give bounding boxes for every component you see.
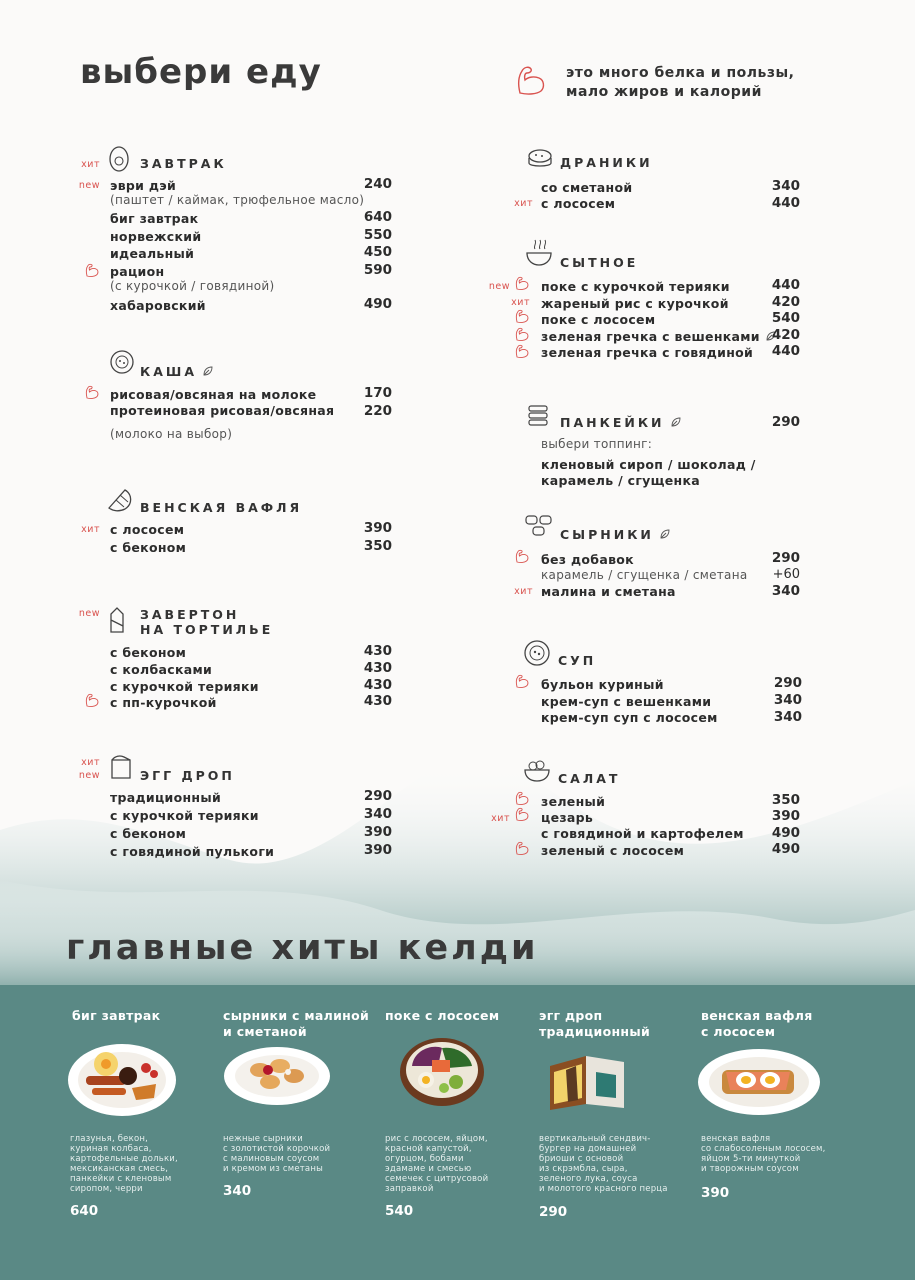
- menu-price: 430: [363, 677, 392, 693]
- hit-tag: хит: [514, 586, 533, 597]
- extra-price: +60: [772, 567, 800, 582]
- bicep-icon: [514, 673, 530, 689]
- menu-item: зеленая гречка с говядиной: [541, 345, 754, 360]
- menu-price: 440: [771, 343, 800, 359]
- syrniki-plate-image: [222, 1044, 332, 1106]
- menu-price: 290: [363, 788, 392, 804]
- menu-item: рацион: [110, 264, 165, 279]
- menu-item: с курочкой терияки: [110, 679, 259, 694]
- note-line-2: мало жиров и калорий: [566, 84, 762, 100]
- waffle-icon: [107, 488, 133, 512]
- section-title-syrniki: СЫРНИКИ: [560, 527, 670, 542]
- hit-card-title: сырники с малиной и сметаной: [223, 1008, 370, 1039]
- menu-price: 290: [771, 550, 800, 566]
- menu-item: бульон куриный: [541, 677, 664, 692]
- section-title-eggdrop: ЭГГ ДРОП: [140, 768, 235, 783]
- menu-item: со сметаной: [541, 180, 633, 195]
- item-note: карамель / сгущенка / сметана: [541, 568, 748, 582]
- topping-options: кленовый сироп / шоколад /: [541, 457, 756, 472]
- menu-item: рисовая/овсяная на молоке: [110, 387, 317, 402]
- section-title-salad: САЛАТ: [558, 771, 621, 786]
- section-title-draniki: ДРАНИКИ: [560, 155, 653, 170]
- new-tag: new: [78, 180, 100, 191]
- hit-tag: хит: [81, 524, 100, 535]
- section-title-waffle: ВЕНСКАЯ ВАФЛЯ: [140, 500, 303, 515]
- hit-card-title: эгг дроп традиционный: [539, 1008, 651, 1039]
- menu-item: с беконом: [110, 826, 187, 841]
- menu-item: зеленая гречка с вешенками: [541, 329, 776, 344]
- new-tag: new: [78, 770, 100, 781]
- menu-item: цезарь: [541, 810, 594, 825]
- hit-card-price: 640: [70, 1203, 99, 1219]
- menu-item: биг завтрак: [110, 211, 199, 226]
- hit-card-price: 540: [385, 1203, 414, 1219]
- menu-item: традиционный: [110, 790, 222, 805]
- note-line-1: это много белка и пользы,: [566, 65, 795, 81]
- bicep-icon: [84, 384, 100, 400]
- salad-bowl-icon: [523, 757, 551, 783]
- new-tag: new: [78, 608, 100, 619]
- hits-title: главные хиты келди: [66, 928, 539, 968]
- menu-item: с беконом: [110, 540, 187, 555]
- item-note: (паштет / каймак, трюфельное масло): [110, 193, 365, 207]
- pancake-stack-icon: [526, 402, 550, 428]
- menu-price: 340: [773, 692, 802, 708]
- hit-tag: хит: [514, 198, 533, 209]
- bicep-icon: [514, 790, 530, 806]
- menu-item: с курочкой терияки: [110, 808, 259, 823]
- menu-price: 420: [771, 294, 800, 310]
- hit-card-description: венская вафля со слабосоленым лососем, яйцом 5-ти минуткой и творожным соусом: [701, 1134, 826, 1174]
- section-title-pancakes: ПАНКЕЙКИ: [560, 415, 681, 430]
- menu-price: 290: [771, 414, 800, 430]
- menu-item: протеиновая рисовая/овсяная: [110, 403, 335, 418]
- bicep-icon: [514, 63, 548, 97]
- menu-price: 420: [771, 327, 800, 343]
- waffle-salmon-plate-image: [696, 1046, 822, 1118]
- menu-price: 240: [363, 176, 392, 192]
- item-note: (с курочкой / говядиной): [110, 279, 275, 293]
- menu-price: 490: [771, 841, 800, 857]
- egg-drop-sandwich-image: [546, 1050, 636, 1114]
- egg-drop-box-icon: [110, 754, 132, 780]
- hit-card-description: нежные сырники с золотистой корочкой с малиновым соусом и кремом из сметаны: [223, 1134, 331, 1174]
- menu-price: 340: [363, 806, 392, 822]
- new-tag: new: [488, 281, 510, 292]
- menu-price: 550: [363, 227, 392, 243]
- hit-card-price: 290: [539, 1204, 568, 1220]
- soup-icon: [523, 639, 551, 667]
- section-title-hearty: СЫТНОЕ: [560, 255, 639, 270]
- menu-price: 170: [363, 385, 392, 401]
- hit-card-price: 340: [223, 1183, 252, 1199]
- draniki-icon: [527, 148, 553, 170]
- menu-price: 430: [363, 643, 392, 659]
- topping-options: карамель / сгущенка: [541, 473, 700, 488]
- menu-item: зеленый с лососем: [541, 843, 685, 858]
- menu-price: 390: [771, 808, 800, 824]
- section-title-soup: СУП: [558, 653, 597, 668]
- menu-price: 350: [771, 792, 800, 808]
- menu-item: без добавок: [541, 552, 634, 567]
- bicep-icon: [514, 343, 530, 359]
- item-note: (молоко на выбор): [110, 427, 233, 441]
- menu-price: 390: [363, 842, 392, 858]
- leaf-icon: [671, 417, 681, 427]
- menu-item: крем-суп суп с лососем: [541, 710, 718, 725]
- menu-item: с пп-курочкой: [110, 695, 217, 710]
- menu-price: 350: [363, 538, 392, 554]
- menu-price: 340: [771, 178, 800, 194]
- menu-price: 440: [771, 277, 800, 293]
- egg-icon: [108, 144, 130, 172]
- menu-item: с лососем: [110, 522, 185, 537]
- hit-card-price: 390: [701, 1185, 730, 1201]
- menu-price: 340: [773, 709, 802, 725]
- menu-item: хабаровский: [110, 298, 206, 313]
- menu-item: крем-суп с вешенками: [541, 694, 712, 709]
- menu-price: 540: [771, 310, 800, 326]
- menu-item: с говядиной и картофелем: [541, 826, 744, 841]
- menu-price: 450: [363, 244, 392, 260]
- bicep-icon: [514, 806, 530, 822]
- menu-item: поке с лососем: [541, 312, 656, 327]
- bicep-icon: [514, 326, 530, 342]
- menu-price: 490: [771, 825, 800, 841]
- poke-bowl-image: [398, 1036, 486, 1108]
- steaming-bowl-icon: [524, 237, 554, 267]
- menu-item: с говядиной пулькоги: [110, 844, 275, 859]
- page-title: выбери еду: [80, 52, 322, 92]
- bicep-icon: [514, 840, 530, 856]
- menu-item: идеальный: [110, 246, 195, 261]
- bowl-icon: [109, 349, 135, 375]
- hit-tag: хит: [491, 813, 510, 824]
- menu-price: 390: [363, 824, 392, 840]
- bicep-icon: [514, 548, 530, 564]
- menu-item: поке с курочкой терияки: [541, 279, 730, 294]
- hit-card-title: поке с лососем: [385, 1008, 500, 1023]
- bicep-icon: [514, 275, 530, 291]
- syrniki-icon: [524, 514, 554, 538]
- section-title-breakfast: ЗАВТРАК: [140, 156, 227, 171]
- bicep-icon: [514, 308, 530, 324]
- menu-price: 430: [363, 693, 392, 709]
- menu-price: 640: [363, 209, 392, 225]
- protein-note: [566, 64, 795, 102]
- menu-price: 220: [363, 403, 392, 419]
- hit-tag: хит: [511, 297, 530, 308]
- menu-price: 590: [363, 262, 392, 278]
- hit-card-title: венская вафля с лососем: [701, 1008, 813, 1039]
- topping-hint: выбери топпинг:: [541, 437, 653, 451]
- wrap-icon: [109, 606, 125, 634]
- menu-price: 490: [363, 296, 392, 312]
- hit-card-description: рис с лососем, яйцом, красной капустой, огурцом, бобами эдамаме и смесью семечек с цитрусовой заправкой: [385, 1134, 489, 1194]
- menu-price: 340: [771, 583, 800, 599]
- hit-card-description: глазунья, бекон, куриная колбаса, картофельные дольки, мексиканская смесь, панкейки с кленовым сиропом, черри: [70, 1134, 178, 1194]
- menu-price: 390: [363, 520, 392, 536]
- menu-price: 290: [773, 675, 802, 691]
- menu-item: малина и сметана: [541, 584, 676, 599]
- bicep-icon: [84, 692, 100, 708]
- menu-item: жареный рис с курочкой: [541, 296, 729, 311]
- menu-item: с лососем: [541, 196, 616, 211]
- menu-price: 440: [771, 195, 800, 211]
- leaf-icon: [203, 366, 213, 376]
- leaf-icon: [660, 529, 670, 539]
- menu-item: с колбасками: [110, 662, 213, 677]
- bicep-icon: [84, 262, 100, 278]
- hit-tag: хит: [81, 159, 100, 170]
- menu-price: 430: [363, 660, 392, 676]
- hit-card-description: вертикальный сендвич- бургер на домашней бриоши с основой из скрэмбла, сыра, зеленого лука, соуса и молотого красного перца: [539, 1134, 668, 1194]
- menu-item: с беконом: [110, 645, 187, 660]
- menu-item: норвежский: [110, 229, 202, 244]
- menu-item: эври дэй: [110, 178, 177, 193]
- hit-tag: хит: [81, 757, 100, 768]
- hit-card-title: биг завтрак: [72, 1008, 161, 1023]
- menu-item: зеленый: [541, 794, 606, 809]
- section-title-porridge: КАША: [140, 364, 213, 379]
- big-breakfast-plate-image: [66, 1038, 178, 1118]
- section-title-tortilla: ЗАВЕРТОН НА ТОРТИЛЬЕ: [140, 607, 274, 637]
